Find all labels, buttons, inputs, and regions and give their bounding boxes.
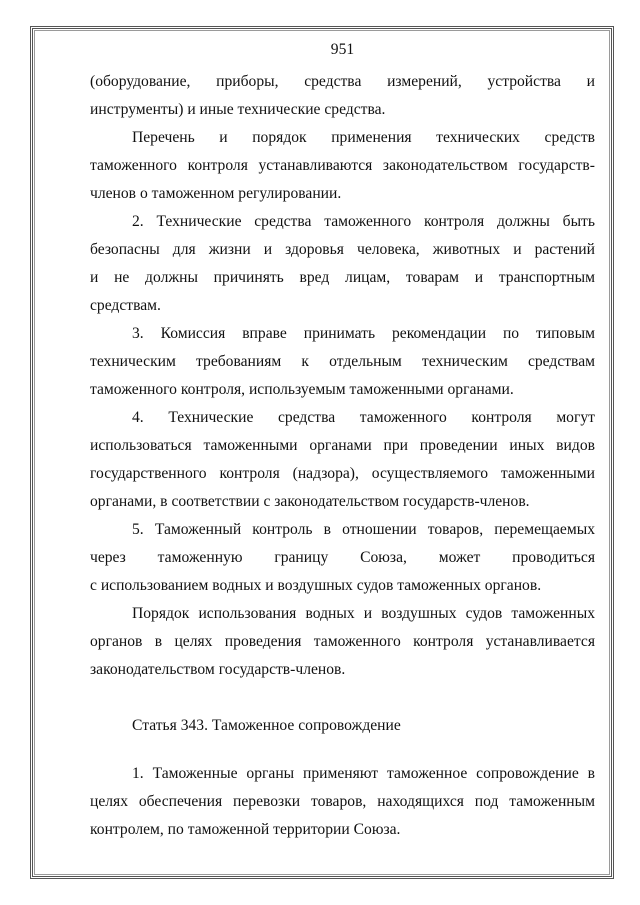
text-line: законодательством государств-членов. xyxy=(90,661,346,678)
paragraph xyxy=(90,516,595,600)
paragraph xyxy=(90,320,595,404)
text-line: использоваться таможенными органами при проведении иных видов xyxy=(90,437,595,454)
paragraph-continuation xyxy=(90,68,595,124)
text-line: и не должны причинять вред лицам, товарам и транспортным xyxy=(90,269,595,286)
text-line: контролем, по таможенной территории Союза. xyxy=(90,821,401,838)
text-line: целях обеспечения перевозки товаров, находящихся под таможенным xyxy=(90,793,595,810)
page-number: 951 xyxy=(330,41,355,58)
text-line: 1. Таможенные органы применяют таможенное сопровождение в xyxy=(132,765,595,782)
text-line: с использованием водных и воздушных судов таможенных органов. xyxy=(90,577,542,594)
text-line: 3. Комиссия вправе принимать рекомендации по типовым xyxy=(132,325,595,342)
text-line: членов о таможенном регулировании. xyxy=(90,185,342,202)
text-line: органов в целях проведения таможенного контроля устанавливается xyxy=(90,633,595,650)
text-line: 4. Технические средства таможенного контроля могут xyxy=(132,409,595,426)
paragraph xyxy=(90,600,595,684)
document-body xyxy=(90,36,595,844)
text-line: (оборудование, приборы, средства измерений, устройства и xyxy=(90,73,595,90)
article-heading: Статья 343. Таможенное сопровождение xyxy=(132,717,401,734)
paragraph xyxy=(90,124,595,208)
paragraph-spacer xyxy=(90,740,595,760)
text-line: 2. Технические средства таможенного контроля должны быть xyxy=(132,213,595,230)
paragraph xyxy=(90,760,595,844)
text-line: Перечень и порядок применения технических средств xyxy=(132,129,595,146)
text-line: государственного контроля (надзора), осуществляемого таможенными xyxy=(90,465,595,482)
text-line: безопасны для жизни и здоровья человека, животных и растений xyxy=(90,241,595,258)
paragraph-spacer xyxy=(90,684,595,712)
paragraph xyxy=(90,208,595,320)
text-line: инструменты) и иные технические средства. xyxy=(90,101,386,118)
text-line: 5. Таможенный контроль в отношении товаров, перемещаемых xyxy=(132,521,595,538)
text-line: таможенного контроля устанавливаются законодательством государств- xyxy=(90,157,595,174)
paragraph xyxy=(90,404,595,516)
text-line: через таможенную границу Союза, может проводиться xyxy=(90,549,595,566)
text-line: средствам. xyxy=(90,297,161,314)
text-line: Порядок использования водных и воздушных судов таможенных xyxy=(132,605,595,622)
text-line: техническим требованиям к отдельным техническим средствам xyxy=(90,353,595,370)
text-line: органами, в соответствии с законодательством государств-членов. xyxy=(90,493,530,510)
text-line: таможенного контроля, используемым таможенными органами. xyxy=(90,381,514,398)
